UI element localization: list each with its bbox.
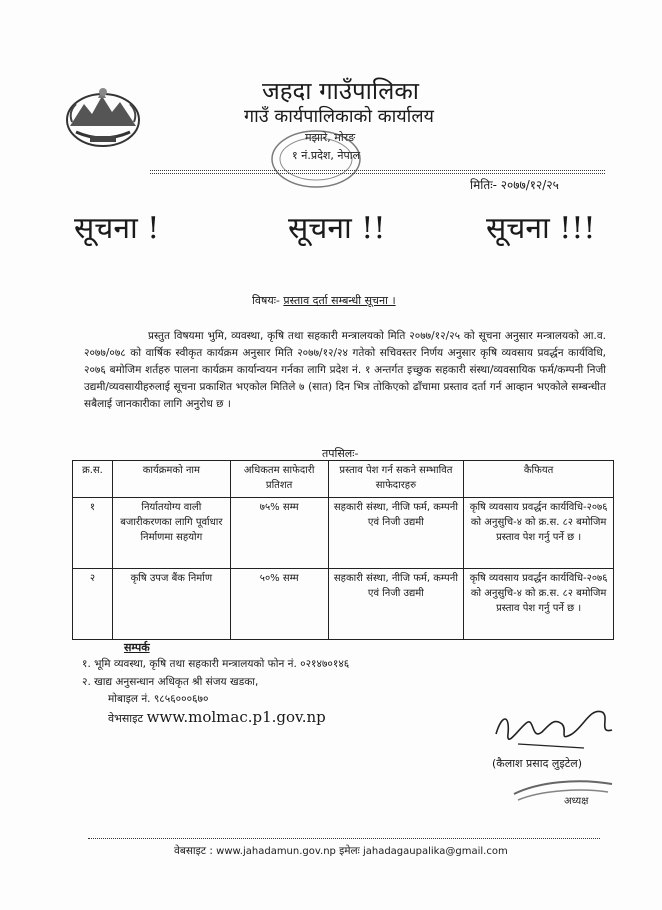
schedule-title: तपसिलः- bbox=[322, 447, 359, 460]
program-cell: निर्यातयोग्य वाली बजारीकरणका लागि पूर्वाधार निर्माणमा सहयोग bbox=[112, 498, 230, 569]
letterhead-divider-2 bbox=[150, 173, 605, 174]
emblem-icon bbox=[62, 82, 144, 150]
body-text bbox=[84, 328, 606, 413]
schedule-table bbox=[72, 460, 614, 640]
signatory-title: अध्यक्ष bbox=[564, 796, 589, 806]
contact-heading: सम्पर्क bbox=[124, 641, 150, 654]
notice-heading-2: सूचना !! bbox=[288, 211, 386, 246]
notice-heading-3: सूचना !!! bbox=[486, 211, 596, 246]
chairperson-stamp-icon bbox=[508, 770, 618, 806]
footer-website-link[interactable]: www.jahadamun.gov.np bbox=[216, 846, 336, 857]
serial-cell: २ bbox=[73, 569, 113, 640]
partners-cell: सहकारी संस्था, नीजि फर्म, कम्पनी एवं निजी उद्यमी bbox=[328, 498, 464, 569]
column-header: कार्यक्रमको नाम bbox=[112, 461, 230, 498]
body-paragraph: प्रस्तुत विषयमा भुमि, व्यवस्था, कृषि तथा सहकारी मन्त्रालयको मिति २०७७/१२/२५ को सूचना अनुसार मन्त्रालयको आ.व. २०७७/०७८ को वार्षिक स्वीकृत कार्यक्रम अनुसार मिति २०७७/१२/२४ गतेको सचिवस्तर निर्णय अनुसार कृषि व्यवसाय प्रवर्द्धन कार्यविधि, २०७६ बमोजिम शर्तहरु पालना कार्यक्रम कार्यान्वयन गर्नका लागि प्रदेश नं. १ अन्तर्गत इच्छुक सहकारी संस्था/व्यवसायिक फर्म/कम्पनी निजी उद्यमी/व्यवसायीहरुलाई सूचना प्रकाशित भएकोल मितिले ७ (सात) दिन भित्र तोकिएको ढाँचामा प्रस्ताव दर्ता गर्न आव्हान भएकोले सम्बन्धीत सबैलाई जानकारीका लागि अनुरोध छ । bbox=[84, 330, 606, 410]
share-cell: ५०% सम्म bbox=[230, 569, 328, 640]
subject-label: विषयः- bbox=[252, 294, 280, 307]
office-name: गाउँ कार्यपालिकाको कार्यालय bbox=[244, 106, 434, 127]
letterhead-divider bbox=[150, 170, 605, 171]
subject-text: प्रस्ताव दर्ता सम्बन्धी सूचना । bbox=[283, 294, 396, 307]
subject-line bbox=[252, 293, 396, 308]
footer-website-label: वेबसाइट : bbox=[174, 845, 213, 857]
organization-name: जहदा गाउँपालिका bbox=[262, 77, 420, 105]
footer bbox=[174, 844, 508, 858]
notice-heading-1: सूचना ! bbox=[74, 211, 160, 246]
contact-website bbox=[108, 708, 326, 726]
signatory-name: (कैलाश प्रसाद लुइटेल) bbox=[492, 757, 583, 770]
column-header: कैफियत bbox=[464, 461, 614, 498]
website-link[interactable]: www.molmac.p1.gov.np bbox=[146, 708, 326, 726]
column-header: प्रस्ताव पेश गर्न सकने सम्भावित साफेदारहरु bbox=[328, 461, 464, 498]
contact-line-3: मोबाइल नं. ९८५६०००६७० bbox=[108, 693, 209, 705]
column-header: क्र.स. bbox=[73, 461, 113, 498]
program-cell: कृषि उपज बैंक निर्माण bbox=[112, 569, 230, 640]
address-line-2: १ नं.प्रदेश, नेपाल bbox=[292, 149, 361, 162]
footer-divider bbox=[88, 838, 600, 839]
serial-cell: १ bbox=[73, 498, 113, 569]
date-label: मितिः- २०७७/१२/२५ bbox=[470, 178, 559, 192]
footer-email-label: इमेलः bbox=[339, 845, 360, 857]
remarks-cell: कृषि व्यवसाय प्रवर्द्धन कार्यविधि-२०७६ को अनुसुचि-४ को क्र.स. ८२ बमोजिम प्रस्ताव पेश गर्नु पर्ने छ । bbox=[464, 498, 614, 569]
signature-icon bbox=[488, 694, 616, 764]
partners-cell: सहकारी संस्था, नीजि फर्म, कम्पनी एवं निजी उद्यमी bbox=[328, 569, 464, 640]
footer-email-link[interactable]: jahadagaupalika@gmail.com bbox=[362, 846, 508, 857]
column-header: अधिकतम साफेदारी प्रतिशत bbox=[230, 461, 328, 498]
table-row bbox=[73, 569, 614, 640]
address-line-1: मझारे, मोरङ bbox=[305, 131, 356, 144]
office-stamp-icon bbox=[268, 126, 364, 192]
contact-line-1: १. भूमि व्यवस्था, कृषि तथा सहकारी मन्त्रालयको फोन नं. ०२१४७०१४६ bbox=[82, 658, 350, 670]
table-header-row bbox=[73, 461, 614, 498]
share-cell: ७५% सम्म bbox=[230, 498, 328, 569]
remarks-cell: कृषि व्यवसाय प्रवर्द्धन कार्यविधि-२०७६ को अनुसुचि-४ को क्र.स. ८२ बमोजिम प्रस्ताव पेश गर्नु पर्ने छ । bbox=[464, 569, 614, 640]
contact-line-2: २. खाद्य अनुसन्धान अधिकृत श्री संजय खडका, bbox=[82, 676, 259, 688]
table-row bbox=[73, 498, 614, 569]
website-label: वेभसाइट bbox=[108, 712, 144, 725]
